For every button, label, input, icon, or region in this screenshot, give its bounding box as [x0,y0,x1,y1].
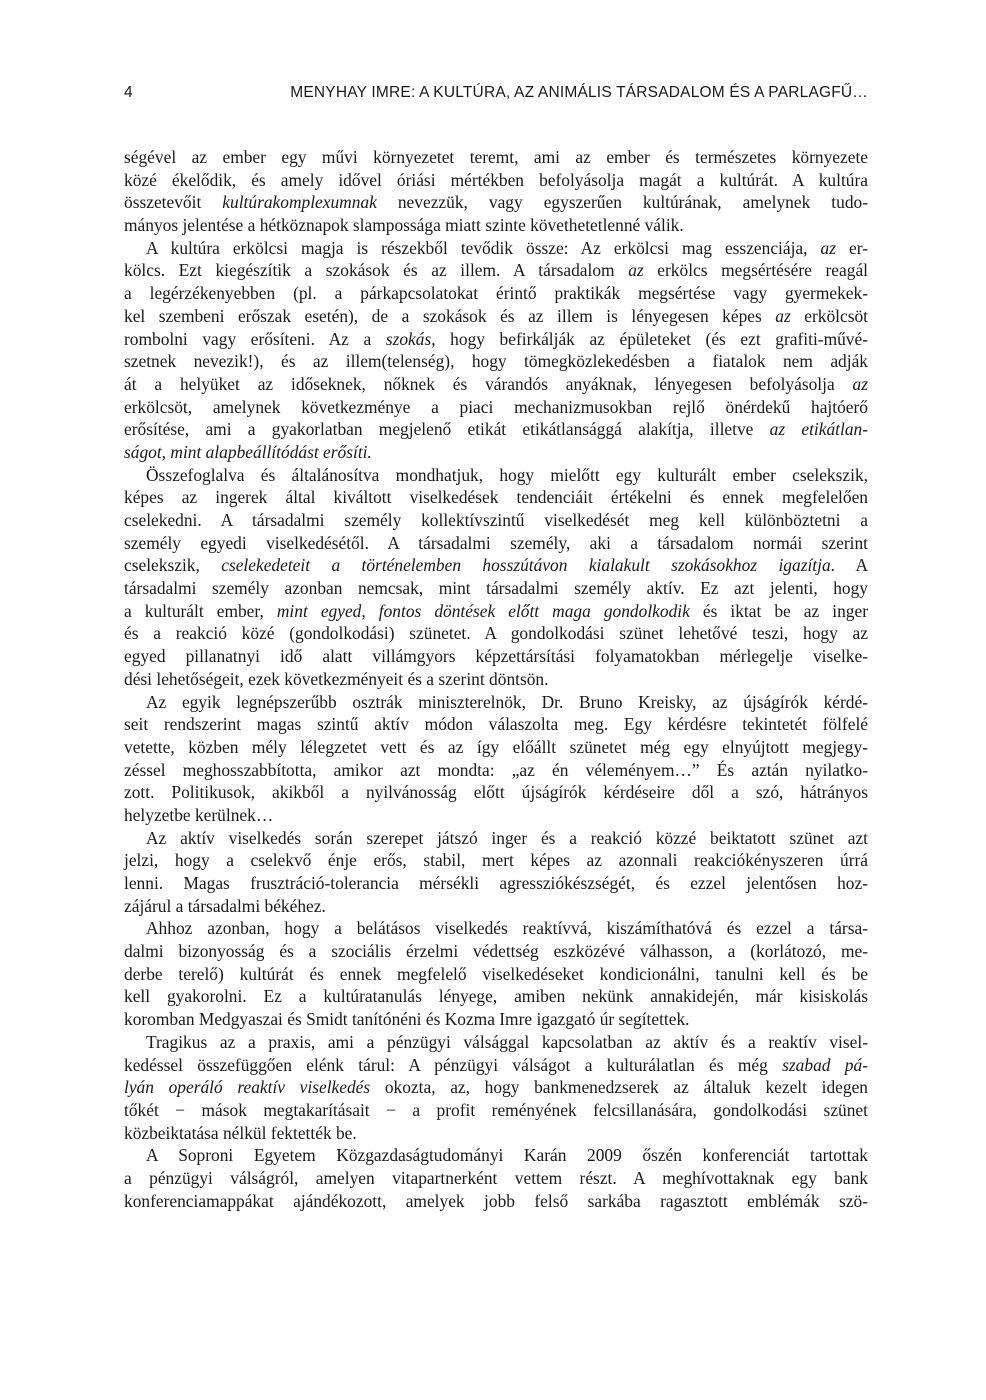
italic-text: szabad pá- [782,1054,868,1075]
text-line [124,917,868,940]
text-line [124,895,868,918]
italic-text: cselekedeteit a történelemben hosszútávon kialakult szokásokhoz igazítja [221,555,831,576]
text-segment: nevezzük, vagy egyszerűen kultúrának, amelynek tudo- [376,192,868,213]
text-line [124,1031,868,1054]
page-number: 4 [124,84,133,101]
text-line [124,1008,868,1031]
text-line [124,963,868,986]
italic-text: ságot, mint alapbeállítódást erősíti. [124,441,372,462]
text-segment: A Soproni Egyetem Közgazdaságtudományi Karán 2009 őszén konferenciát tartottak [146,1145,868,1166]
text-line [124,668,868,691]
text-segment: Összefoglalva és általánosítva mondhatjuk, hogy mielőtt egy kulturált ember cselekszik, [146,464,868,485]
text-segment: közbeiktatása nélkül fektették be. [124,1122,357,1143]
text-line [124,827,868,850]
text-segment: kell gyakorolni. Ez a kultúratanulás lényege, amiben nekünk annakidején, már kisiskolás [124,986,868,1007]
text-segment: derbe terelő) kultúrát és ennek megfelelő viselkedéseket kondicionálni, tanulni kell és be [124,963,868,984]
text-line [124,940,868,963]
text-line [124,622,868,645]
text-segment: és a reakció közé (gondolkodási) szünetet. A gondolkodási szünet lehetővé teszi, hogy az [124,623,868,644]
italic-text: kultúrakomplexumnak [222,192,377,213]
text-segment: és iktat be az inger [689,600,869,621]
text-line [124,759,868,782]
running-header [124,84,868,108]
text-line [124,373,868,396]
text-segment: kedéssel összefüggően elénk tárul: A pénzügyi válságot a kulturálatlan és még [124,1054,783,1075]
text-line [124,1144,868,1167]
running-title: MENYHAY IMRE: A KULTÚRA, AZ ANIMÁLIS TÁRSADALOM ÉS A PARLAGFŰ… [290,84,868,101]
text-segment: összetevőit [124,192,223,213]
text-line [124,441,868,464]
text-line [124,849,868,872]
text-line [124,1054,868,1077]
text-line [124,600,868,623]
text-segment: Tragikus az a praxis, ami a pénzügyi válsággal kapcsolatban az aktív és a reaktív visel- [146,1031,868,1052]
text-line [124,1076,868,1099]
body-text [124,146,868,1212]
text-segment: kel szembeni erőszak esetén), de a szokások és az illem is lényegesen képes [124,305,776,326]
text-segment: seit rendszerint magas szintű aktív módon válaszolta meg. Egy kérdésre tekintetét fölfelé [124,714,868,735]
text-line [124,1122,868,1145]
text-line [124,736,868,759]
text-segment: Az egyik legnépszerűbb osztrák miniszterelnök, Dr. Bruno Kreisky, az újságírók kérdé- [146,691,868,712]
text-segment: cselekszik, [124,555,222,576]
text-segment: szetnek nevezik!), és az illem(telenség), hogy tömegközlekedésben a fiatalok nem adják [124,351,868,372]
text-segment: Ahhoz azonban, hogy a belátásos viselkedés reaktívvá, kiszámíthatóvá és ezzel a társa- [146,918,868,939]
text-line [124,509,868,532]
text-line [124,237,868,260]
text-segment: a legérzékenyebben (pl. a párkapcsolatokat érintő praktikák megsértése vagy gyermekek- [124,283,868,304]
text-segment: vetette, közben mély lélegzetet vett és az így előállt szünetet még egy elnyújtott megjegy- [124,736,868,757]
text-line [124,169,868,192]
text-segment: . A [830,555,869,576]
italic-text: az [775,305,791,326]
text-segment: személy egyedi viselkedésétől. A társadalmi személy, aki a társadalom normái szerint [124,532,868,553]
text-segment: cselekedni. A társadalmi személy kollektívszintű viselkedését meg kell különböztetni a [124,510,868,530]
text-segment: A kultúra erkölcsi magja is részekből tevődik össze: Az erkölcsi mag esszenciája, [146,237,821,258]
text-line [124,804,868,827]
text-segment: konferenciamappákat ajándékozott, amelyek jobb felső sarkába ragasztott emblémák szö- [124,1190,868,1211]
italic-text: az [820,237,836,258]
text-line [124,781,868,804]
text-line [124,418,868,441]
text-segment: társadalmi személy azonban nemcsak, mint társadalmi személy aktív. Ez azt jelenti, hogy [124,578,868,599]
text-segment: er- [836,237,868,258]
text-line [124,328,868,351]
text-segment: közé ékelődik, és amely idővel óriási mértékben befolyásolja magát a kultúrát. A kultúra [124,169,868,190]
text-segment: a pénzügyi válságról, amelyen vitapartnerként vettem részt. A meghívottaknak egy bank [124,1167,868,1188]
text-line [124,305,868,328]
text-segment: erkölcsöt, amelynek következménye a piaci mechanizmusokban rejlő önérdekű hajtóerő [124,396,868,417]
text-segment: helyzetbe kerülnek… [124,804,274,825]
text-line [124,191,868,214]
text-segment: lenni. Magas frusztráció-tolerancia mérsékli agressziókészségét, és ezzel jelentősen hoz- [124,873,868,893]
text-line [124,872,868,895]
text-line [124,532,868,555]
text-segment: jelzi, hogy a cselekvő énje erős, stabil, mert képes az azonnali reakciókényszeren úrrá [124,850,868,871]
text-segment: erkölcs megsértésére reagál [643,260,868,281]
text-line [124,486,868,509]
text-segment: zott. Politikusok, akikből a nyilvánosság előtt újságírók kérdéseire dől a szó, hátrányos [124,782,868,803]
text-line [124,1190,868,1213]
text-line [124,1099,868,1122]
text-segment: ségével az ember egy művi környezetet teremt, ami az ember és természetes környezete [124,147,868,167]
italic-text: mint egyed, fontos döntések előtt maga gondolkodik [276,600,690,621]
text-line [124,577,868,600]
text-segment: , hogy befirkálják az épületeket (és ezt grafiti-művé- [431,328,868,349]
text-segment: kölcs. Ezt kiegészítik a szokások és az illem. A társadalom [124,260,629,281]
text-segment: erősítése, ami a gyakorlatban megjelenő etikát etikátlansággá alakítja, illetve [124,419,770,440]
italic-text: szokás [385,328,432,349]
text-line [124,645,868,668]
text-segment: okozta, az, hogy bankmenedzserek az általuk kezelt idegen [370,1077,868,1098]
italic-text: az etikátlan- [769,419,869,440]
text-segment: át a helyüket az időseknek, nőknek és várandós anyáknak, lényegesen befolyásolja [124,373,853,394]
text-segment: egyed pillanatnyi idő alatt villámgyors képzettársítási folyamatokban mérlegelje viselke- [124,646,868,667]
text-line [124,554,868,577]
text-line [124,146,868,169]
text-segment: zéssel meghosszabbította, amikor azt mondta: „az én véleményem…” És aztán nyilatko- [124,759,868,780]
text-segment: mányos jelentése a hétköznapok slampossága miatt szinte követhetetlenné válik. [124,215,684,236]
text-line [124,396,868,419]
text-segment: képes az ingerek által kiváltott viselkedések tendenciáit értékelni és ennek megfelelően [124,487,868,508]
text-line [124,350,868,373]
text-line [124,985,868,1008]
text-line [124,214,868,237]
italic-text: az [852,373,868,394]
text-line [124,259,868,282]
text-segment: tőkét − mások megtakarításait − a profit reményének felcsillanására, gondolkodási szünet [124,1099,868,1120]
text-line [124,713,868,736]
text-segment: rombolni vagy erősíteni. Az a [124,328,386,349]
italic-text: az [628,260,644,281]
italic-text: lyán operáló reaktív viselkedés [124,1077,371,1098]
text-segment: a kulturált ember, [124,600,277,621]
text-segment: erkölcsöt [790,305,869,326]
text-segment: dési lehetőségeit, ezek következményeit és a szerint döntsön. [124,668,549,689]
text-line [124,691,868,714]
text-segment: zájárul a társadalmi békéhez. [124,895,326,916]
text-line [124,1167,868,1190]
text-line [124,282,868,305]
text-line [124,464,868,487]
text-segment: koromban Medgyaszai és Smidt tanítónéni és Kozma Imre igazgató úr segítettek. [124,1009,690,1030]
text-segment: dalmi bizonyosság és a szociális érzelmi védettség eszközévé válhasson, a (korlátozó, me- [124,941,868,962]
text-segment: Az aktív viselkedés során szerepet játszó inger és a reakció közzé beiktatott szünet azt [146,827,868,848]
